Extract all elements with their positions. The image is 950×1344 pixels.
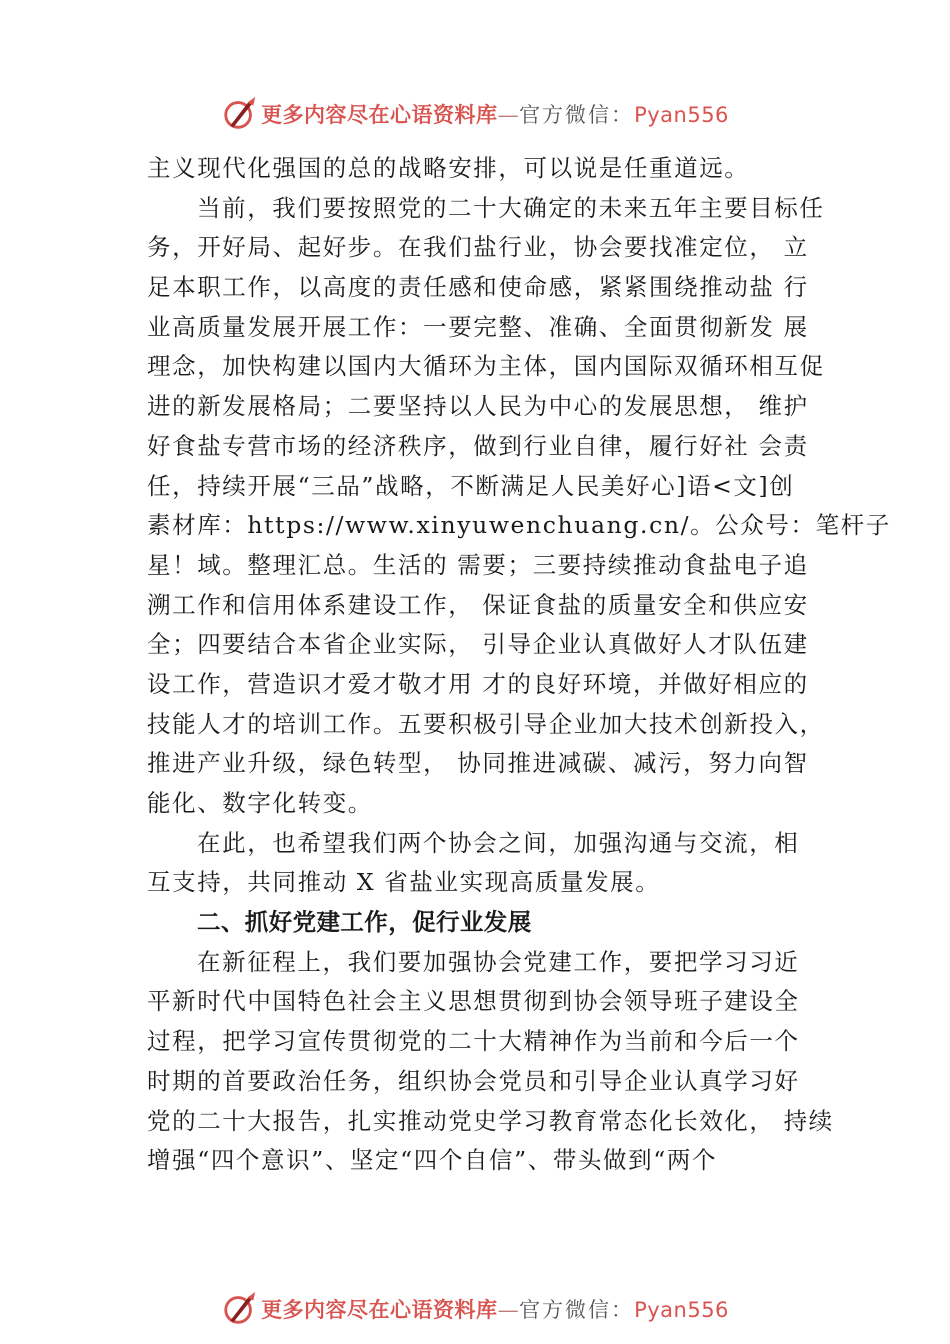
footer-banner: [0, 1289, 950, 1329]
text-line: 务，开好局、起好步。在我们盐行业，协会要找准定位， 立: [147, 233, 809, 262]
quill-logo-icon: [221, 1290, 259, 1328]
text-line: 时期的首要政治任务，组织协会党员和引导企业认真学习好: [147, 1066, 800, 1095]
text-line: 推进产业升级，绿色转型， 协同推进减碳、减污，努力向智: [147, 749, 809, 778]
banner-wechat-label: 官方微信：: [519, 1298, 635, 1322]
text-line: 业高质量发展开展工作：一要完整、准确、全面贯彻新发 展: [147, 312, 809, 341]
banner-wechat-id: Pyan556: [634, 1298, 729, 1322]
banner-wechat-id: Pyan556: [634, 103, 729, 127]
banner-main-text: 更多内容尽在心语资料库: [261, 1297, 498, 1322]
text-line: 足本职工作，以高度的责任感和使命感，紧紧围绕推动盐 行: [147, 273, 809, 302]
banner-dash: —: [497, 103, 520, 127]
text-line: 设工作，营造识才爱才敬才用 才的良好环境，并做好相应的: [147, 669, 809, 698]
quill-logo-icon: [221, 95, 259, 133]
banner-wechat-label: 官方微信：: [519, 103, 635, 127]
text-line: 理念，加快构建以国内大循环为主体，国内国际双循环相互促: [147, 352, 825, 381]
text-line: 党的二十大报告，扎实推动党史学习教育常态化长效化， 持续: [147, 1106, 834, 1135]
paragraph-start-line: 在新征程上，我们要加强协会党建工作，要把学习习近: [197, 947, 800, 976]
section-heading: 二、抓好党建工作，促行业发展: [197, 908, 532, 937]
text-line: 主义现代化强国的总的战略安排，可以说是任重道远。: [147, 154, 750, 182]
banner-dash: —: [497, 1298, 520, 1322]
text-line: 全；四要结合本省企业实际， 引导企业认真做好人才队伍建: [147, 630, 809, 659]
banner-main-text: 更多内容尽在心语资料库: [261, 102, 498, 127]
text-line: 好食盐专营市场的经济秩序，做到行业自律，履行好社 会责: [147, 431, 809, 460]
text-line: 平新时代中国特色社会主义思想贯彻到协会领导班子建设全: [147, 987, 800, 1016]
text-line: 增强“四个意识”、坚定“四个自信”、带头做到“两个: [147, 1146, 718, 1175]
text-line: 素材库：https://www.xinyuwenchuang.cn/。公众号：笔杆子: [147, 511, 891, 540]
text-line: 互支持，共同推动 X 省盐业实现高质量发展。: [147, 868, 661, 897]
text-line: 溯工作和信用体系建设工作， 保证食盐的质量安全和供应安: [147, 590, 809, 619]
banner-text: [261, 99, 729, 129]
text-line: 进的新发展格局；二要坚持以人民为中心的发展思想， 维护: [147, 392, 809, 421]
text-line: 过程，把学习宣传贯彻党的二十大精神作为当前和今后一个: [147, 1027, 800, 1056]
text-line: 能化、数字化转变。: [147, 789, 373, 817]
paragraph-start-line: 当前，我们要按照党的二十大确定的未来五年主要目标任: [197, 193, 825, 222]
paragraph-start-line: 在此，也希望我们两个协会之间，加强沟通与交流，相: [197, 828, 800, 857]
banner-text: [261, 1294, 729, 1324]
header-banner: [0, 94, 950, 134]
text-line: 技能人才的培训工作。五要积极引导企业加大技术创新投入，: [147, 709, 825, 738]
text-line: 星！域。整理汇总。生活的 需要；三要持续推动食盐电子追: [147, 550, 809, 579]
text-line: 任，持续开展“三品”战略，不断满足人民美好心]语<文]创: [147, 471, 795, 500]
document-body: [147, 149, 891, 1181]
